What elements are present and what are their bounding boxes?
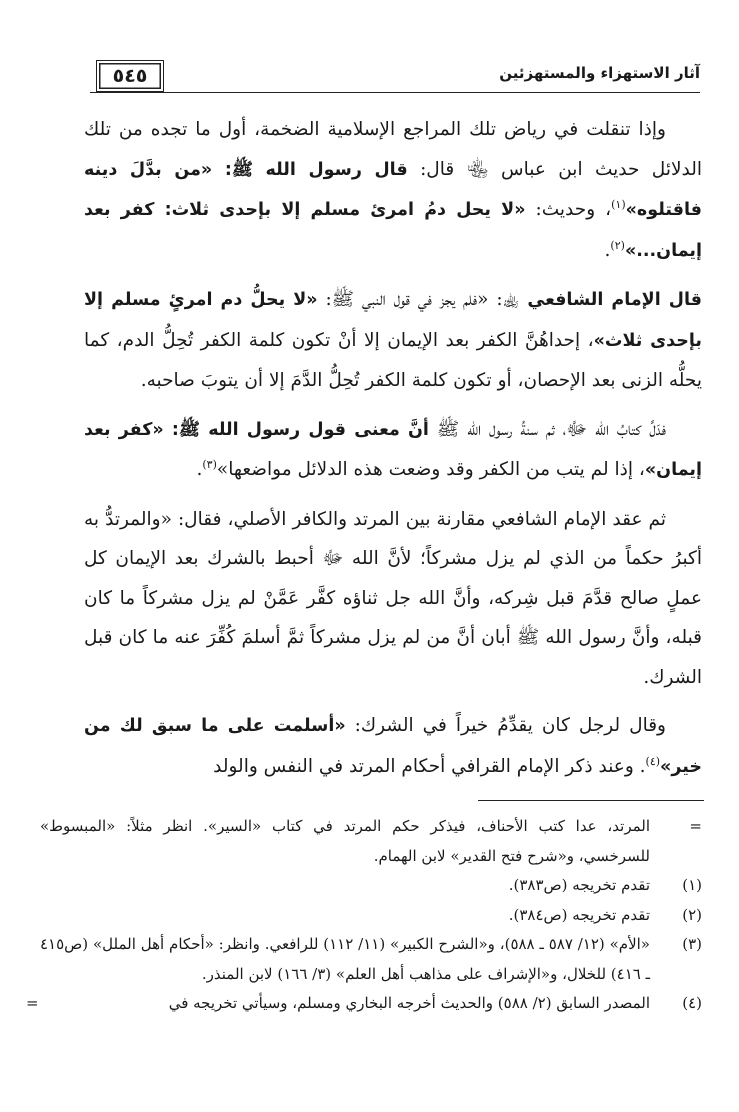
page-header — [90, 58, 700, 98]
speaker-name: قال الإمام الشافعي — [527, 290, 702, 310]
text-run: ، إحداهُنَّ الكفر بعد الإيمان إلا أنْ تكون كلمة الكفر تُحِلُّ الدم، كما يحلُّه الزنى بعد الإحصان، أو تكون كلمة الكفر تُحِلُّ الدَّمَ إلا أن يتوبَ صاحبه. — [84, 329, 702, 391]
footnote-mark: (٣) — [682, 935, 702, 953]
footnote-1 — [40, 871, 702, 901]
footnote-mark: = — [689, 817, 702, 835]
footnote-2 — [40, 901, 702, 931]
text-run: ، وحديث: — [525, 199, 612, 220]
paragraph-5 — [84, 706, 702, 787]
footnote-4 — [26, 989, 702, 1019]
paragraph-1 — [84, 110, 702, 271]
text-run: وإذا تنقلت في رياض تلك المراجع الإسلامية الضخمة، أول ما تجده من تلك الدلائل حديث ابن عباس ﵄ قال: — [84, 119, 703, 180]
footnote-mark: (١) — [682, 876, 702, 894]
hadith-quote: قال رسول الله ﷺ: «من بدَّلَ دينه فاقتلوه» — [84, 159, 702, 220]
footnote-text: تقدم تخريجه (ص٣٨٣). — [508, 876, 650, 894]
hadith-quote: «أسلمت على ما سبق لك من خير» — [84, 716, 702, 777]
footnote-separator — [478, 800, 704, 801]
text-run: ، إذا لم يتب من الكفر وقد وضعت هذه الدلائل مواضعها» — [216, 459, 645, 480]
footnote-text: تقدم تخريجه (ص٣٨٤). — [508, 905, 650, 924]
header-rule — [90, 92, 700, 93]
paragraph-4 — [84, 500, 702, 698]
hadith-quote: «لا يحل دمُ امرئ مسلم إلا بإحدى ثلاث: كفر بعد إيمان...» — [84, 200, 702, 261]
text-run: ﵀: «فلم يجز في قول النبي ﷺ: — [317, 289, 528, 310]
hadith-quote: أنَّ معنى قول رسول الله ﷺ: «كفر بعد إيمان» — [84, 419, 702, 480]
footnote-mark: (٤) — [682, 994, 702, 1012]
footnote-ref: (٣) — [202, 457, 217, 471]
paragraph-2 — [84, 280, 702, 401]
footnotes — [26, 812, 702, 1019]
text-run: . وعند ذكر الإمام القرافي أحكام المرتد في النفس والولد — [213, 755, 646, 777]
continuation-mark: = — [26, 994, 39, 1012]
footnote-continued — [40, 812, 702, 871]
footnote-ref: (٢) — [610, 238, 625, 252]
text-run: وقال لرجل كان يقدِّمُ خيراً في الشرك: — [345, 715, 666, 736]
footnote-text: «الأم» (١٢/ ٥٨٧ ـ ٥٨٨)، و«الشرح الكبير» (١١/ ١١٢) للرافعي. وانظر: «أحكام أهل الملل» (ص٤١٥ ـ ٤١٦) للخلال، و«الإشراف على مذاهب أهل العلم» (٣/ ١٦٦) لابن المنذر. — [40, 935, 650, 983]
footnote-text: المصدر السابق (٢/ ٥٨٨) والحديث أخرجه البخاري ومسلم، وسيأتي تخريجه في — [168, 994, 650, 1012]
running-title: آثار الاستهزاء والمستهزئين — [499, 64, 700, 82]
paragraph-3 — [84, 410, 702, 491]
text-run: . — [196, 459, 203, 480]
text-run: . — [604, 239, 611, 261]
footnote-ref: (٤) — [645, 754, 661, 768]
page-number: ٥٤٥ — [96, 60, 164, 92]
hadith-quote: «لا يحلُّ دم امرئٍ مسلم إلا بإحدى ثلاث» — [84, 290, 702, 351]
main-text — [84, 110, 702, 796]
footnote-ref: (١) — [611, 197, 626, 211]
footnote-mark: (٢) — [682, 905, 702, 924]
text-run: فدَلَّ كتابُ الله ﷻ، ثم سنةُ رسول الله ﷺ — [428, 418, 666, 440]
text-run: ثم عقد الإمام الشافعي مقارنة بين المرتد والكافر الأصلي، فقال: «والمرتدُّ به أكبرُ حكماً من الذي لم يزل مشركاً؛ لأنَّ الله ﷻ أحبط بالشرك بعد الإيمان كل عملٍ صالح قدَّمَ قبل شِركه، وأنَّ الله جل ثناؤه كفَّر عَمَّنْ لم يزل مشركاً ما كان قبله، وأنَّ رسول الله ﷺ أبان أنَّ من لم يزل مشركاً ثمَّ أسلمَ كُفِّرَ عنه ما كان قبل الشرك. — [84, 508, 702, 688]
footnote-3 — [40, 930, 702, 989]
footnote-text: المرتد، عدا كتب الأحناف، فيذكر حكم المرتد في كتاب «السير». انظر مثلاً: «المبسوط» للسرخسي، و«شرح فتح القدير» لابن الهمام. — [40, 817, 650, 865]
